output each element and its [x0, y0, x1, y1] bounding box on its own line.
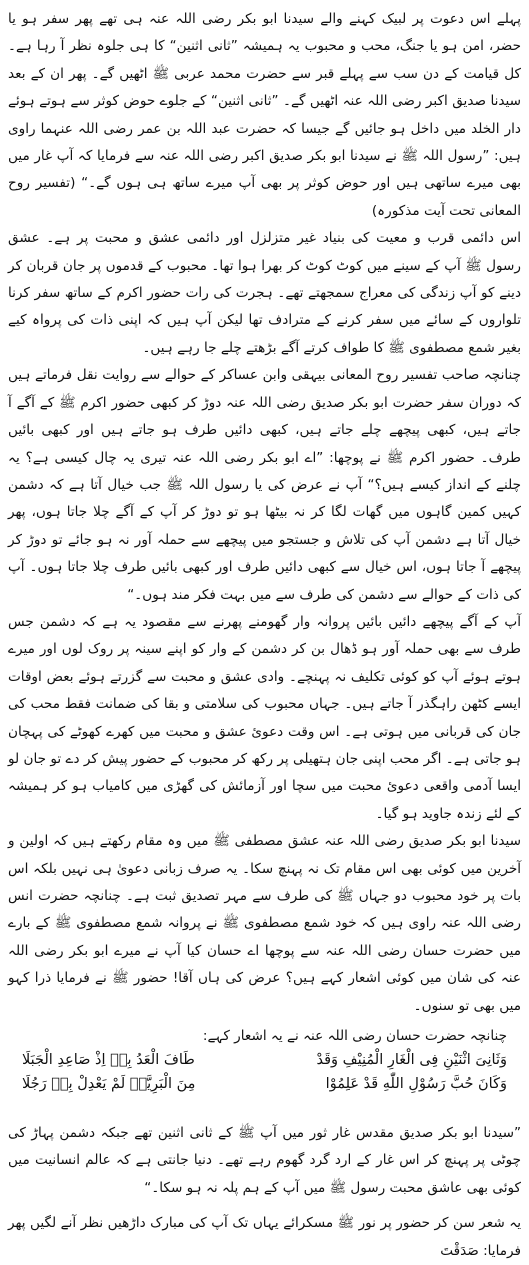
paragraph-4: آپ کے آگے پیچھے دائیں بائیں پروانہ وار گھومنے پھرنے سے مقصود یہ ہے کہ دشمن جس طرف سے بھی حملہ آور ہو ڈھال بن کر دشمن کے وار کو اپنے سینہ پر روک لوں اور میرے ہوتے ہوئے آپ کو کوئی تکلیف نہ پہنچے۔ وادی عشق و محبت سے گزرتے ہوئے بعض اوقات ایسے کٹھن راہگذر آ جاتے ہیں۔ جہاں محبوب کی سلامتی و بقا کی ضمانت فقط محب کی جان کی قربانی میں ہوتی ہے۔ اس وقت دعوئ عشق و محبت میں کھرے کھوٹے کی پہچان ہو جاتی ہے۔ اگر محب اپنی جان ہتھیلی پر رکھ کر محبوب کے حضور پیش کر دے تو جان لو ایسا آدمی واقعی دعوئ محبت میں سچا اور آزمائش کی گھڑی میں کامیاب ہو کر ہمیشہ کے لئے زندہ جاوید ہو گیا۔ [8, 613, 521, 822]
verse-line-1 [8, 1048, 521, 1072]
verse-intro [8, 1024, 521, 1048]
paragraph-1: پہلے اس دعوت پر لبیک کہنے والے سیدنا ابو بکر رضی اللہ عنہ ہی تھے پھر سفر ہو یا حضر، امن ہو یا جنگ، محب و محبوب یہ ہمیشہ ”ثانی اثنین“ کا ہی جلوہ نظر آ رہا ہے۔ کل قیامت کے دن سب سے پہلے قبر سے حضرت محمد عربی ﷺ اٹھیں گے۔ پھر ان کے بعد سیدنا صدیق اکبر رضی اللہ عنہ اٹھیں گے۔ ”ثانی اثنین“ کے جلوے حوض کوثر سے ہوتے ہوئے دار الخلد میں داخل ہو جائیں گے جیسا کہ حضرت عبد اللہ بن عمر رضی اللہ عنہما راوی ہیں: ”رسول اللہ ﷺ نے سیدنا ابو بکر صدیق اکبر رضی اللہ عنہ سے فرمایا کہ آپ غار میں بھی میرے ساتھی ہیں اور حوض کوثر پر بھی آپ میرے ساتھ ہی ہوں گے۔“ (تفسیر روح المعانی تحت آیت مذکورہ) [8, 11, 521, 219]
verse-1-second-hemistich: طَافَ الْعَدُ بِهٖ اِذْ صَاعِدِ الْجَبَلَا [22, 1052, 195, 1069]
closing-line: یہ شعر سن کر حضور پر نور ﷺ مسکرائے یہاں تک آپ کی مبارک داڑھیں نظر آنے لگیں پھر فرمایا: صَدَقْتَ [8, 1215, 521, 1259]
verse-2-first-hemistich: وَکَانَ حُبَّ رَسُوْلِ اللّٰهِ قَدْ عَلِمُوْا [325, 1076, 507, 1093]
verse-intro-text: چنانچہ حضرت حسان رضی اللہ عنہ نے یہ اشعار کہے: [202, 1028, 507, 1045]
verse-1-first-hemistich: وَثَانِیَ اثْنَیْنِ فِی الْغَارِ الْمُنِیْفِ وَقَدْ [316, 1052, 507, 1069]
verse-2-second-hemistich: مِنَ الْبَرِیَّۃِ لَمْ یَعْدِلْ بِهٖ رَجُلَا [22, 1076, 196, 1093]
paragraph-3: چنانچہ صاحب تفسیر روح المعانی بیہقی وابن عساکر کے حوالے سے روایت نقل فرماتے ہیں کہ دوران سفر حضرت ابو بکر صدیق رضی اللہ عنہ دوڑ کر کبھی حضور اکرم ﷺ کے آگے آ جاتے ہیں، کبھی پیچھے چلے جاتے ہیں، کبھی دائیں طرف ہو جاتے ہیں اور کبھی بائیں طرف۔ حضور اکرم ﷺ نے پوچھا: ”اے ابو بکر رضی اللہ عنہ تیری یہ چال کیسی ہے؟ یہ چلنے کے انداز کیسے ہیں؟“ آپ نے عرض کی یا رسول اللہ ﷺ جب خیال آتا ہے کہ دشمن کہیں کمین گاہوں میں گھات لگا کر نہ بیٹھا ہو تو دوڑ کر آپ کے آگے چلا جاتا ہوں، پھر خیال آتا ہے دشمن آپ کی تلاش و جستجو میں پیچھے سے حملہ آور نہ ہو جائے تو دوڑ کر پیچھے آ جاتا ہوں، اس خیال سے کبھی دائیں طرف اور کبھی بائیں طرف چلا جاتا ہوں۔ آپ کی ذات کے حوالے سے دشمن کی طرف سے میں بہت فکر مند ہوں۔“ [8, 367, 521, 603]
verse-line-2 [8, 1072, 521, 1096]
paragraph-2: اس دائمی قرب و معیت کی بنیاد غیر متزلزل اور دائمی عشق و محبت پر ہے۔ عشق رسول ﷺ آپ کے سینے میں کوٹ کوٹ کر بھرا ہوا تھا۔ محبوب کے قدموں پر جان قربان کر دینے کو آپ زندگی کی معراج سمجھتے تھے۔ ہجرت کی رات حضور اکرم کے ساتھ سفر کرنا تلواروں کے سائے میں سفر کرنے کے مترادف تھا لیکن آپ ہیں کہ اپنی ذات کی پرواہ کیے بغیر شمع مصطفوی ﷺ کا طواف کرتے آگے بڑھتے چلے جا رہے ہیں۔ [8, 230, 521, 356]
poetry-block [8, 1020, 521, 1120]
verse-translation: ”سیدنا ابو بکر صدیق مقدس غار ثور میں آپ ﷺ کے ثانی اثنین تھے جبکہ دشمن پہاڑ کی چوٹی پر پہنچ کر اس غار کے ارد گرد گھوم رہے تھے۔ دنیا جانتی ہے کہ عالم انسانیت میں کوئی بھی عاشق محبت رسول ﷺ میں آپ کے ہم پلہ نہ ہو سکا۔“ [8, 1125, 521, 1196]
paragraph-5: سیدنا ابو بکر صدیق رضی اللہ عنہ عشق مصطفی ﷺ میں وہ مقام رکھتے ہیں کہ اولین و آخرین میں کوئی بھی اس مقام تک نہ پہنچ سکا۔ یہ صرف زبانی دعویٰ ہی نہیں بلکہ اس بات پر خود محبوب دو جہاں ﷺ کی طرف سے مہر تصدیق ثبت ہے۔ چنانچہ حضرت انس رضی اللہ عنہ راوی ہیں کہ خود شمع مصطفوی ﷺ نے پروانہ شمع مصطفوی ﷺ کے بارے میں حضرت حسان رضی اللہ عنہ سے پوچھا اے حسان کیا آپ نے میرے ابو بکر رضی اللہ عنہ کی شان میں کوئی اشعار کہے ہیں؟ عرض کی ہاں آقا! حضور ﷺ نے فرمایا ذرا کہو میں بھی تو سنوں۔ [8, 833, 521, 1014]
